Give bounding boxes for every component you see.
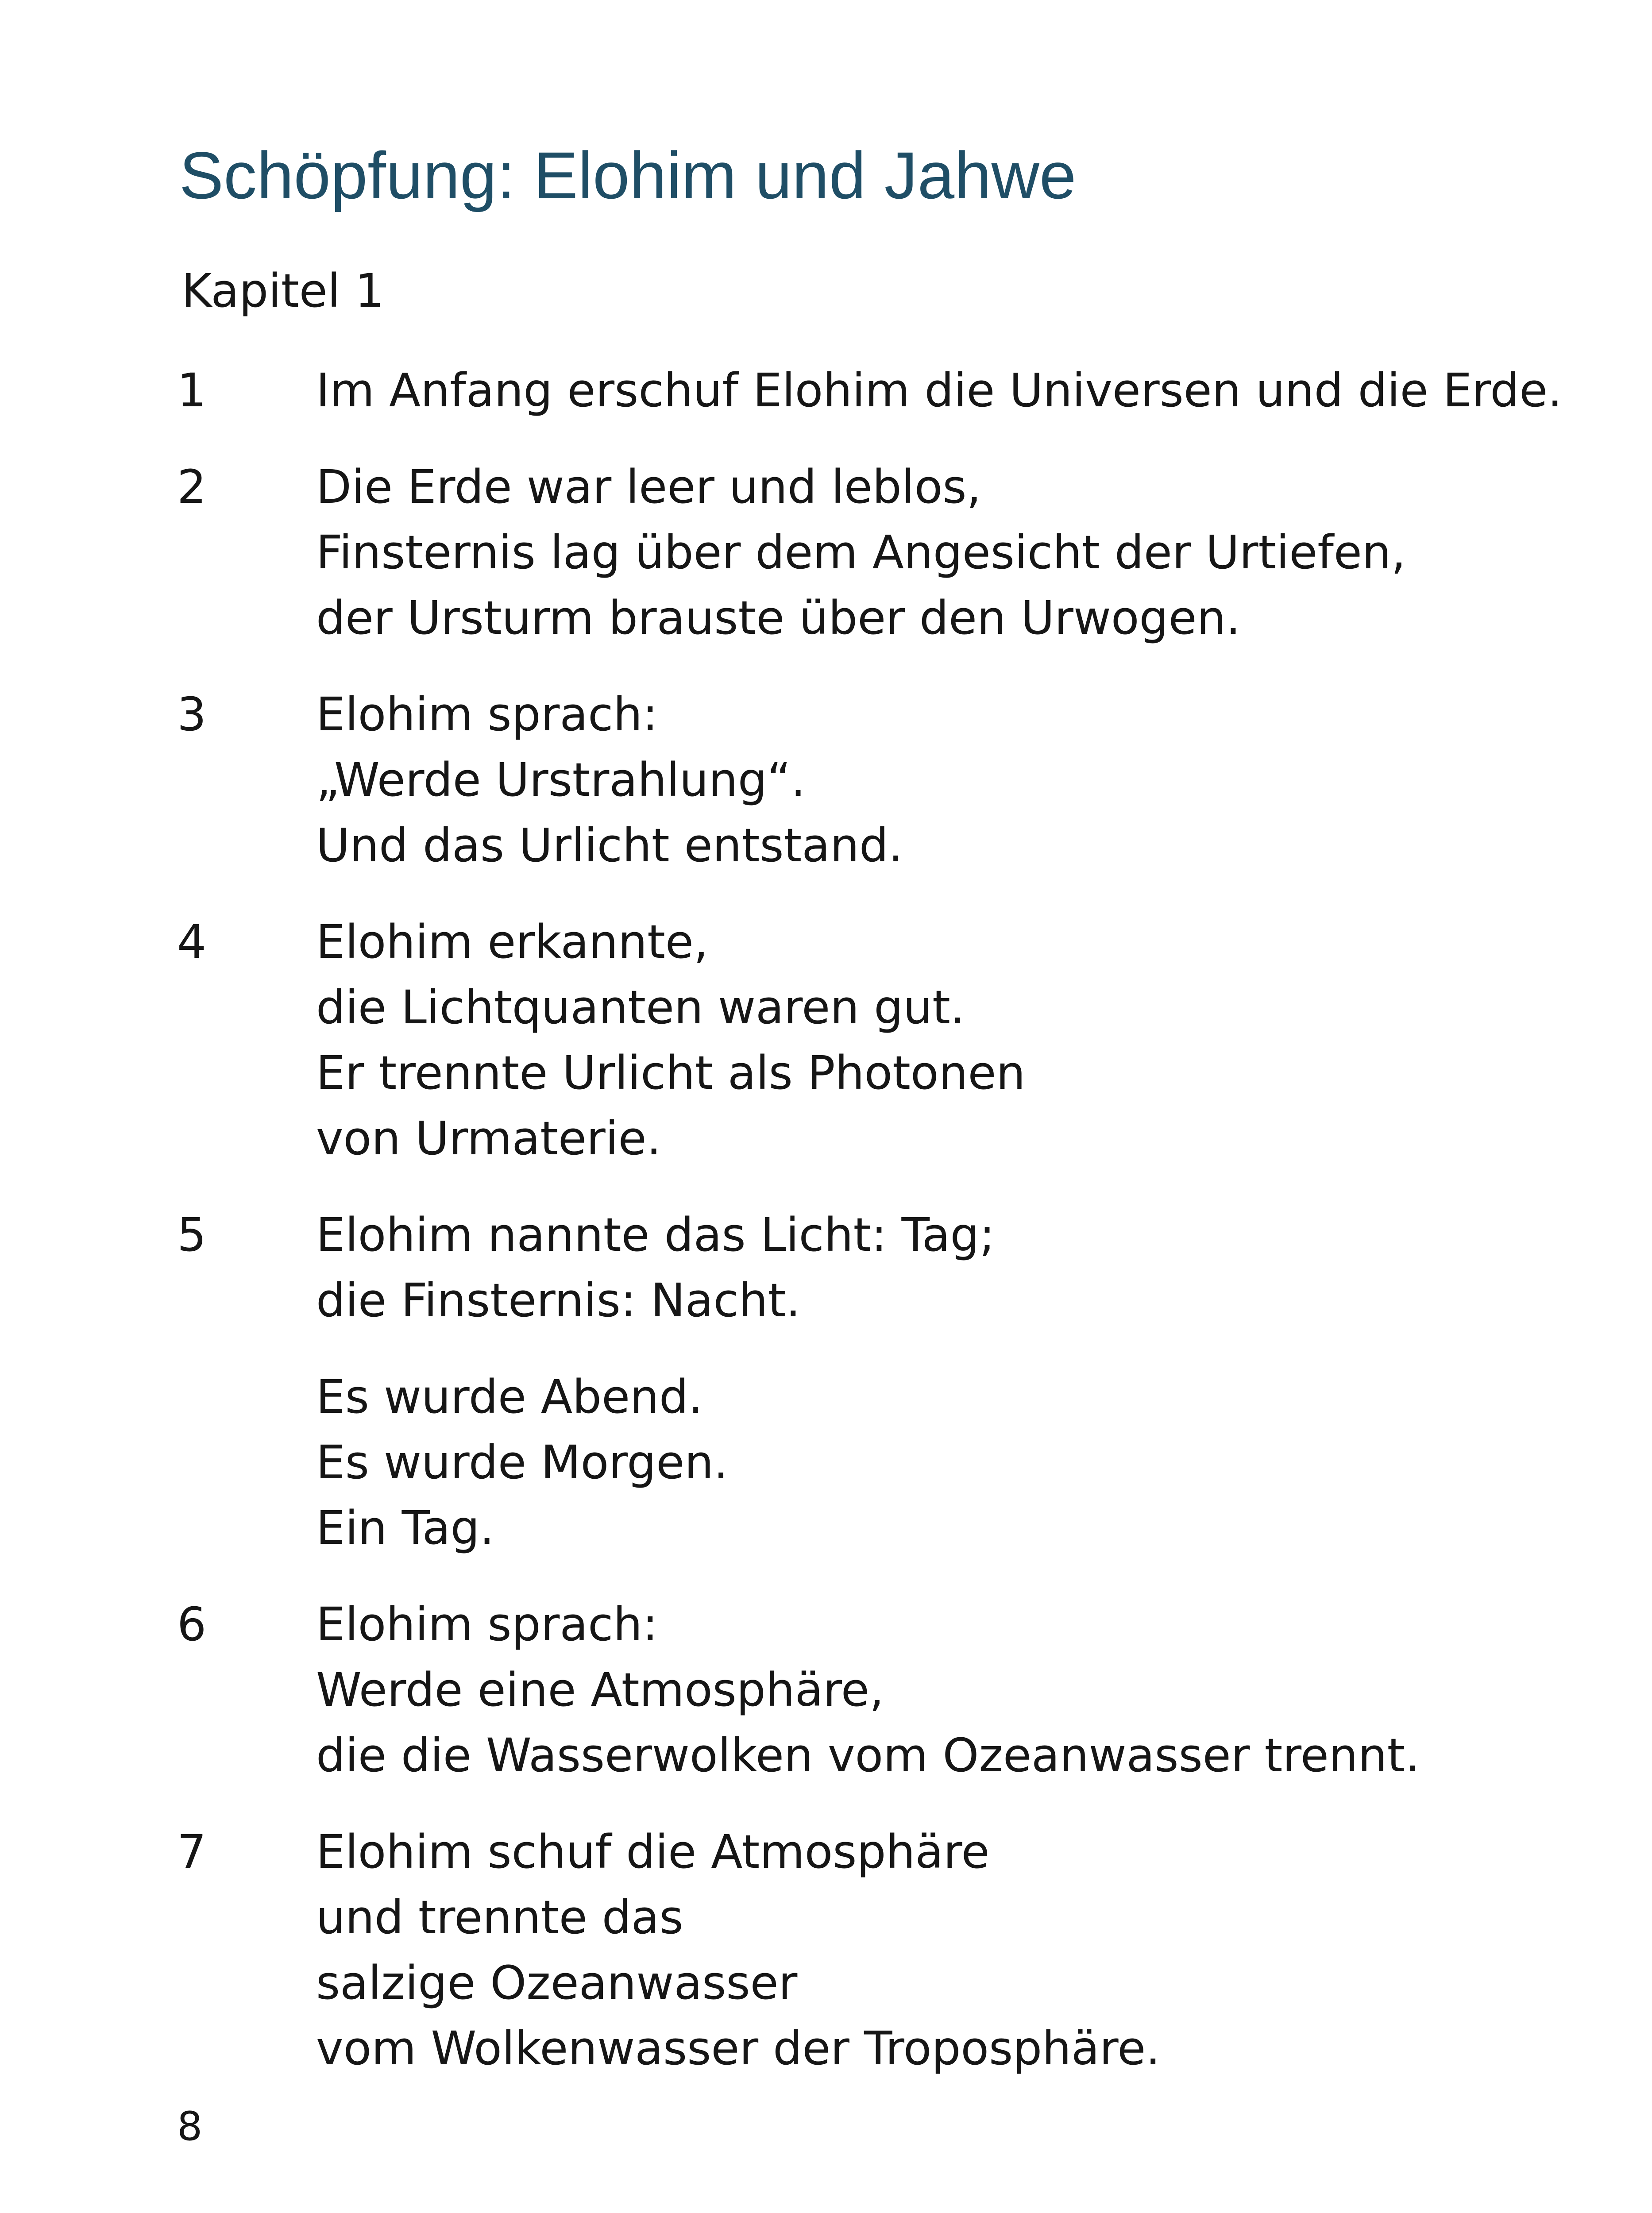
verse-line: Elohim erkannte, [316,915,708,969]
verse-block [177,909,1505,1171]
verse-line: Es wurde Abend. [316,1370,703,1424]
verse-line: der Ursturm brauste über den Urwogen. [316,591,1241,645]
verse-number: 3 [177,687,207,741]
verse-block [177,358,1563,423]
page-title: Schöpfung: Elohim und Jahwe [179,138,1077,212]
verse-block [177,1202,1505,1333]
verse-line: vom Wolkenwasser der Troposphäre. [316,2021,1161,2075]
verse-block [177,454,1505,651]
verse-number: 1 [177,363,207,417]
verse-line: Ein Tag. [316,1501,494,1555]
chapter-heading: Kapitel 1 [181,264,384,318]
verse-block [177,682,1505,878]
verse-line: Es wurde Morgen. [316,1435,729,1489]
verse-line: und trennte das [316,1890,683,1944]
verse-number: 6 [177,1597,207,1651]
verse-line: Im Anfang erschuf Elohim die Universen und die Erde. [316,363,1563,417]
verse-line: salzige Ozeanwasser [316,1956,798,2010]
verse-line: Werde eine Atmosphäre, [316,1663,884,1717]
verse-line: Finsternis lag über dem Angesicht der Urtiefen, [316,525,1406,579]
verse-line: die die Wasserwolken vom Ozeanwasser trennt. [316,1728,1420,1782]
verse-number: 7 [177,1825,207,1879]
verse-line: Elohim schuf die Atmosphäre [316,1825,990,1879]
verse-line: Elohim sprach: [316,1597,658,1651]
verse-list [177,358,1563,2112]
verse-block [177,1364,1505,1561]
verse-block [177,1592,1505,1788]
verse-number: 5 [177,1208,207,1262]
verse-line: von Urmaterie. [316,1111,661,1165]
verse-line: Elohim nannte das Licht: Tag; [316,1208,995,1262]
verse-line: die Lichtquanten waren gut. [316,980,965,1034]
verse-line: die Finsternis: Nacht. [316,1273,801,1327]
verse-number: 4 [177,915,207,969]
verse-block [177,1819,1505,2081]
verse-line: Elohim sprach: [316,687,658,741]
verse-line: „Werde Urstrahlung“. [316,753,806,807]
page-number: 8 [177,2103,203,2150]
verse-line: Er trennte Urlicht als Photonen [316,1046,1026,1100]
verse-line: Die Erde war leer und leblos, [316,460,981,514]
verse-line: Und das Urlicht entstand. [316,818,903,872]
verse-number: 2 [177,460,207,514]
